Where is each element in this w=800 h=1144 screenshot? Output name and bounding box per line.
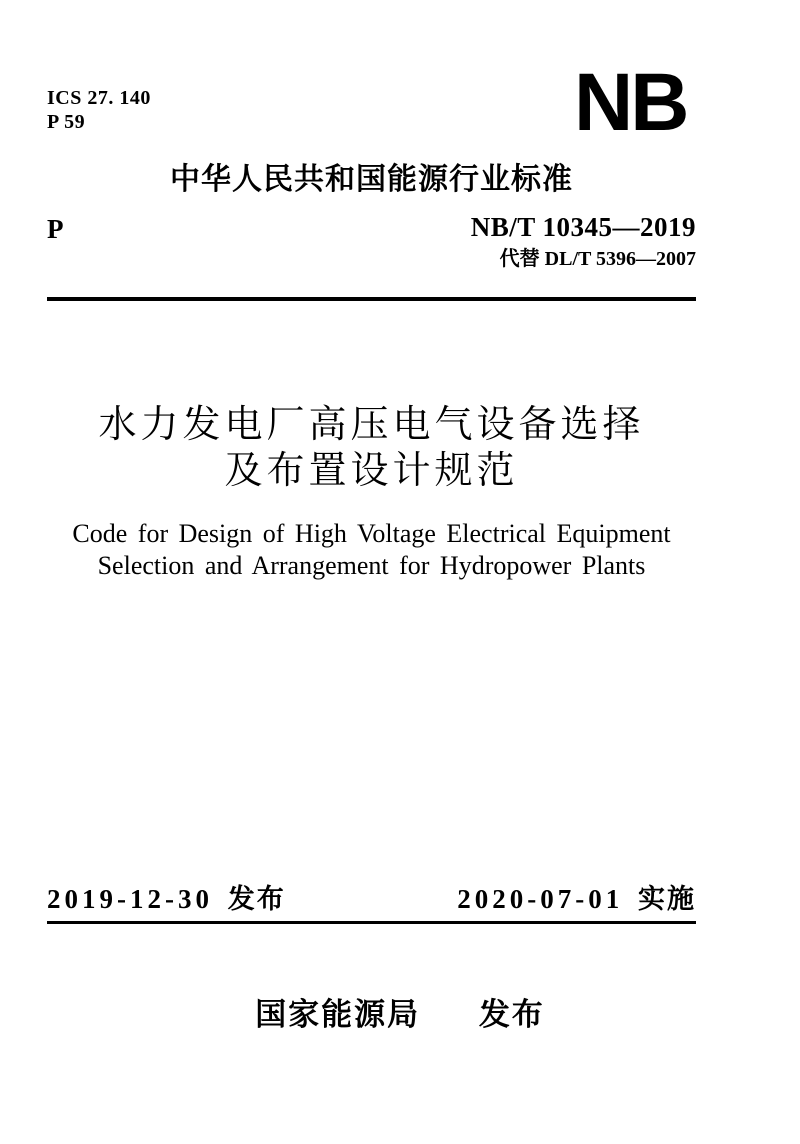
publisher-line [0,997,800,1033]
header-rule [47,297,696,301]
issue-date: 2019-12-30 [47,884,213,914]
standard-number: NB/T 10345—2019 [470,212,696,242]
issue-label: 发布 [227,884,286,914]
nb-logo: NB [574,57,687,148]
publish-action: 发布 [478,997,545,1032]
standard-number-block [471,212,696,271]
title-english-line2: Selection and Arrangement for Hydropower Plants [97,551,646,580]
title-chinese-line2: 及布置设计规范 [224,450,519,492]
implementation-date-line [457,884,696,914]
replaces-note: 代替 DL/T 5396—2007 [499,248,696,270]
publisher-name: 国家能源局 [255,997,421,1032]
title-english [47,518,696,582]
dates-row [47,884,696,914]
title-english-line1: Code for Design of High Voltage Electrical Equipment [72,519,671,548]
standard-type-heading: 中华人民共和国能源行业标准 [170,163,573,196]
footer-rule [47,921,696,924]
implementation-label: 实施 [638,884,696,914]
implementation-date: 2020-07-01 [457,884,624,914]
title-chinese-line1: 水力发电厂高压电气设备选择 [98,404,645,446]
title-chinese [47,402,696,494]
ics-code: ICS 27. 140 [47,87,151,109]
issue-date-line [47,884,286,914]
classification-code: P 59 [47,111,86,133]
doc-class-letter: P [47,214,64,244]
ics-block [47,86,151,134]
